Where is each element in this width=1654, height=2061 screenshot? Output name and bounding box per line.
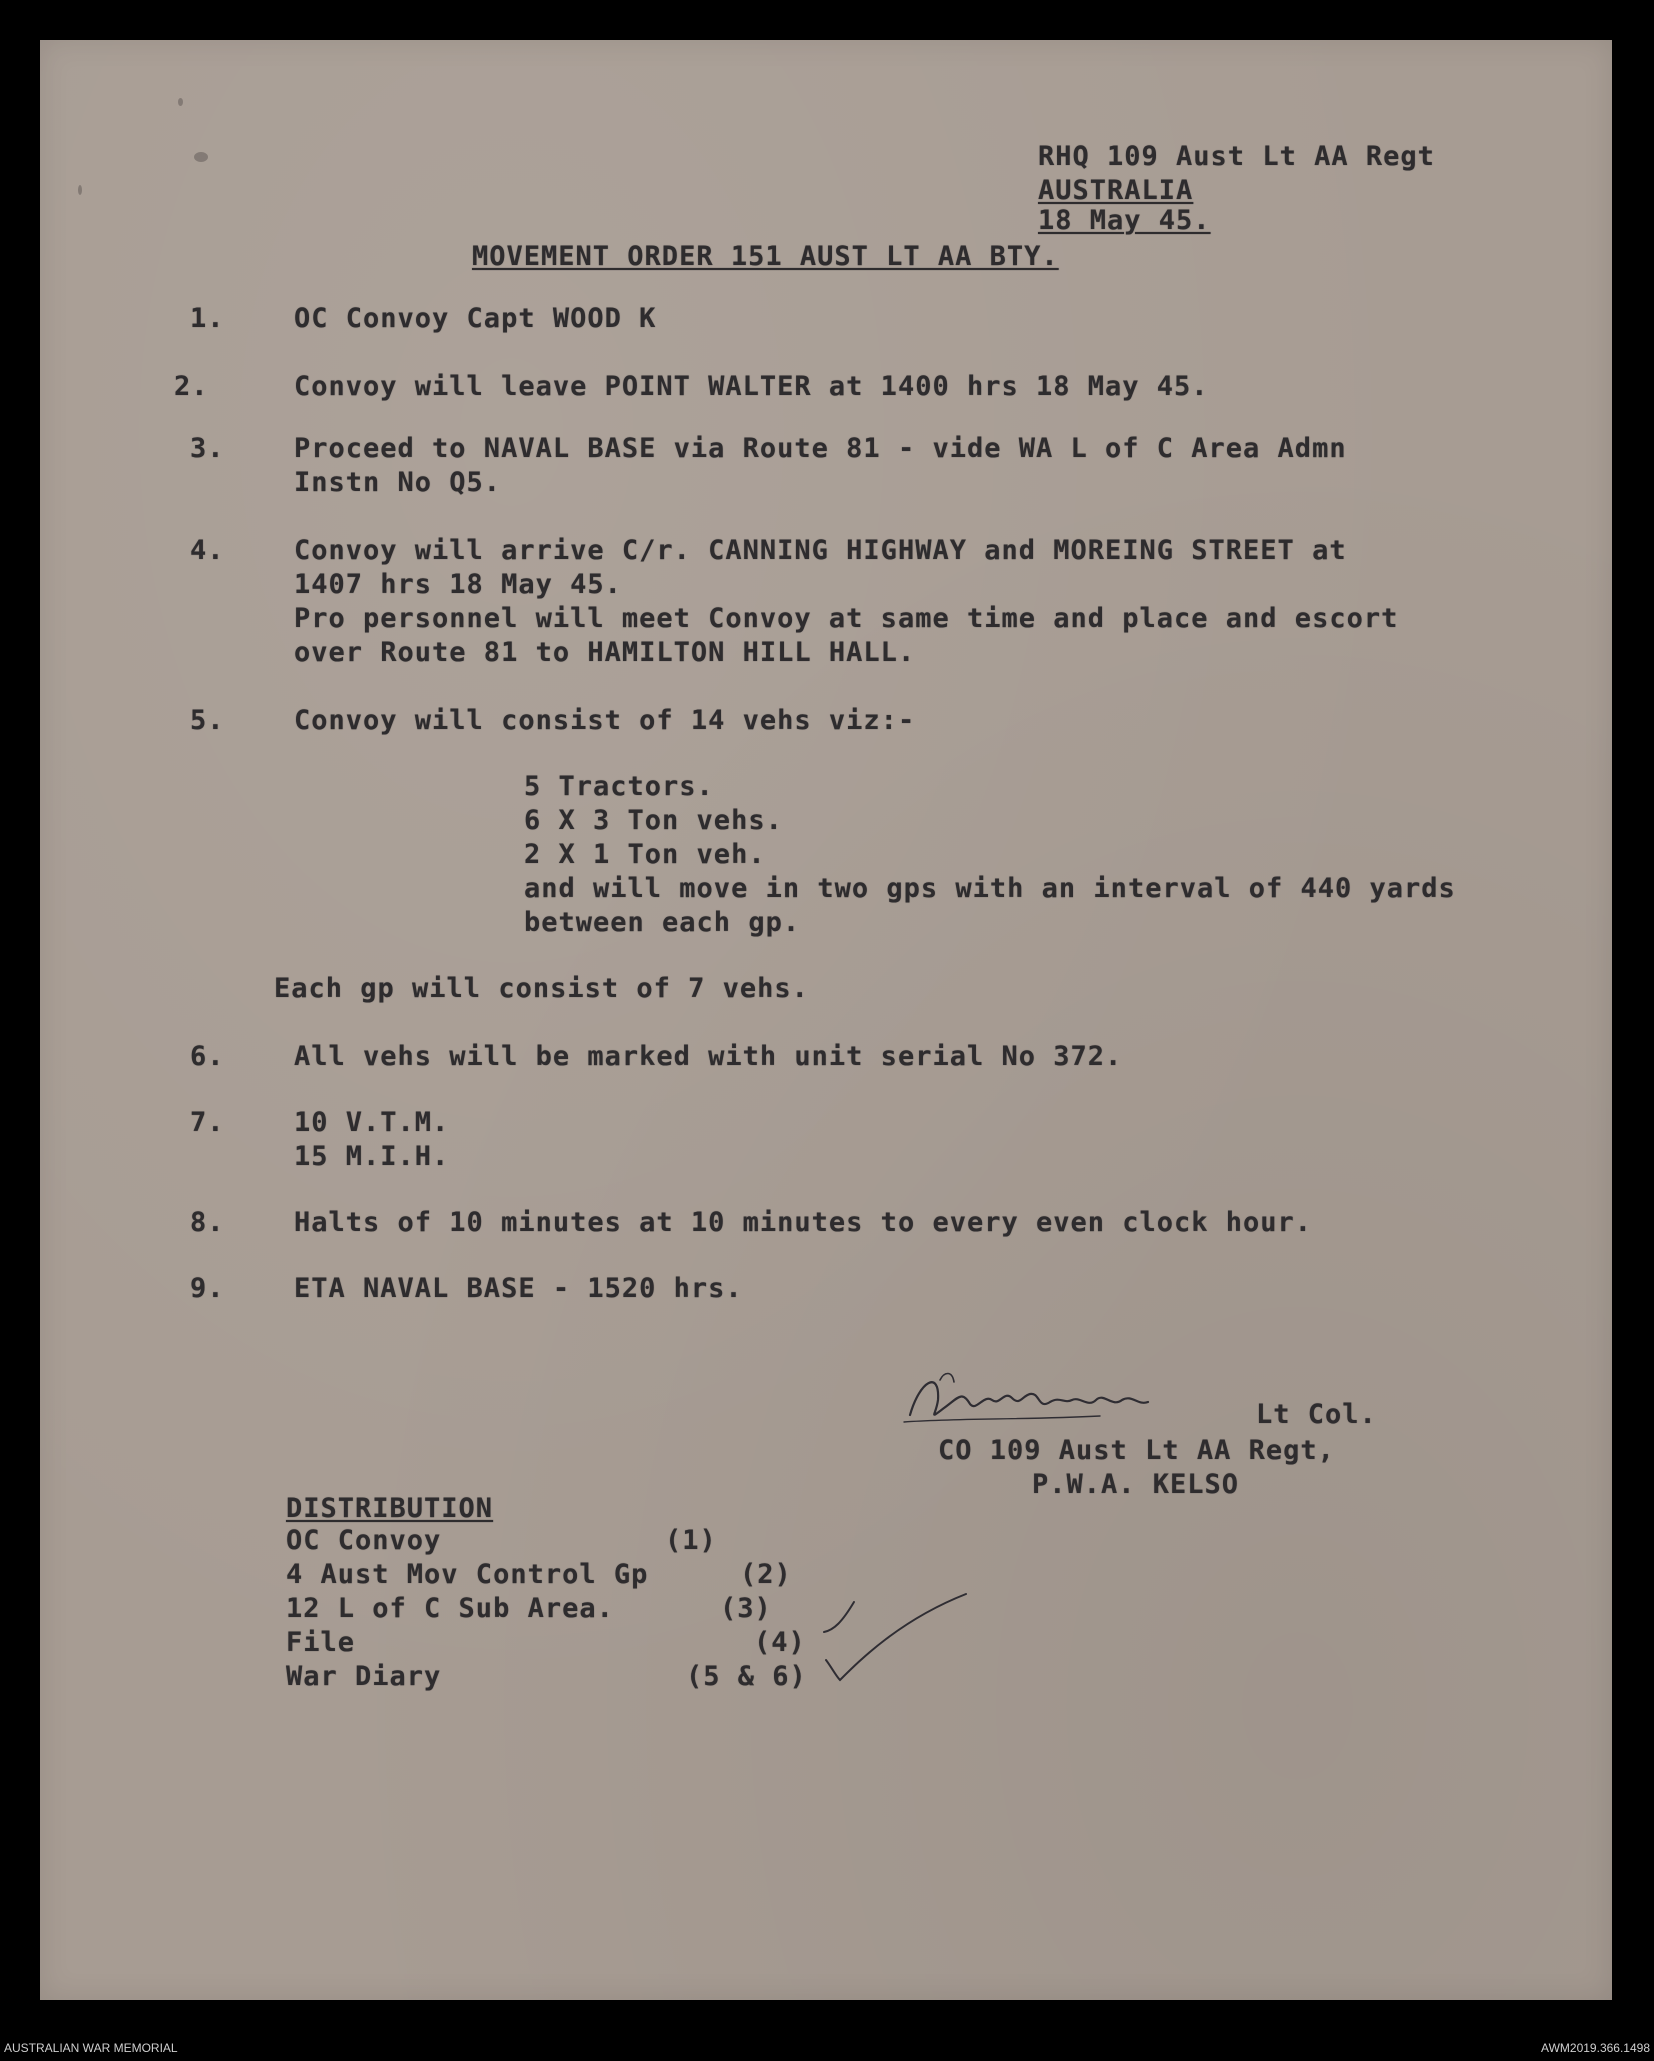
vehicle-line: 5 Tractors. [524,771,714,802]
footer-institution: AUSTRALIAN WAR MEMORIAL [4,2041,178,2055]
group-note: Each gp will consist of 7 vehs. [274,973,809,1004]
distribution-copies: (4) [754,1627,806,1658]
paragraph-line: Pro personnel will meet Convoy at same time and place and escort [294,603,1399,634]
distribution-recipient: File [286,1627,356,1658]
checkmark-icon [820,1590,980,1690]
paragraph-line: Convoy will consist of 14 vehs viz:- [294,705,916,736]
paragraph-number: 7. [190,1107,225,1138]
paragraph-line: ETA NAVAL BASE - 1520 hrs. [294,1273,743,1304]
distribution-recipient: OC Convoy [286,1525,442,1556]
signature-rank: Lt Col. [1256,1399,1377,1430]
distribution-heading: DISTRIBUTION [286,1493,494,1524]
header-date: 18 May 45. [1038,205,1211,236]
signature-appointment: CO 109 Aust Lt AA Regt, [938,1435,1335,1466]
paragraph-number: 8. [190,1207,225,1238]
handwritten-signature [900,1360,1240,1440]
paragraph-number: 3. [190,433,225,464]
paragraph-line: Convoy will arrive C/r. CANNING HIGHWAY and MOREING STREET at [294,535,1347,566]
paragraph-line: 10 V.T.M. [294,1107,450,1138]
footer-accession: AWM2019.366.1498 [1541,2041,1650,2055]
document-page [40,40,1612,2000]
paragraph-line: over Route 81 to HAMILTON HILL HALL. [294,637,916,668]
paragraph-line: Halts of 10 minutes at 10 minutes to every even clock hour. [294,1207,1313,1238]
paragraph-number: 4. [190,535,225,566]
paragraph-number: 6. [190,1041,225,1072]
paragraph-line: Instn No Q5. [294,467,502,498]
header-unit: RHQ 109 Aust Lt AA Regt [1038,141,1435,172]
distribution-copies: (5 & 6) [686,1661,807,1692]
vehicle-line: 6 X 3 Ton vehs. [524,805,783,836]
document-title: MOVEMENT ORDER 151 AUST LT AA BTY. [472,241,1059,272]
distribution-recipient: 4 Aust Mov Control Gp [286,1559,649,1590]
distribution-copies: (3) [720,1593,772,1624]
paragraph-number: 1. [190,303,225,334]
paragraph-line: Convoy will leave POINT WALTER at 1400 hrs 18 May 45. [294,371,1209,402]
paragraph-number: 5. [190,705,225,736]
vehicle-line: 2 X 1 Ton veh. [524,839,766,870]
header-location: AUSTRALIA [1038,175,1194,206]
distribution-copies: (2) [740,1559,792,1590]
paragraph-line: Proceed to NAVAL BASE via Route 81 - vide WA L of C Area Admn [294,433,1347,464]
ink-smudge [194,152,208,162]
vehicle-line: and will move in two gps with an interval of 440 yards [524,873,1456,904]
distribution-copies: (1) [665,1525,717,1556]
vehicle-line: between each gp. [524,907,801,938]
signature-name: P.W.A. KELSO [1032,1469,1240,1500]
distribution-recipient: War Diary [286,1661,442,1692]
paragraph-line: 1407 hrs 18 May 45. [294,569,622,600]
distribution-recipient: 12 L of C Sub Area. [286,1593,614,1624]
paragraph-line: OC Convoy Capt WOOD K [294,303,657,334]
ink-smudge [178,98,183,106]
paragraph-line: All vehs will be marked with unit serial No 372. [294,1041,1123,1072]
paragraph-line: 15 M.I.H. [294,1141,450,1172]
paragraph-number: 2. [174,371,209,402]
ink-smudge [78,185,82,195]
paragraph-number: 9. [190,1273,225,1304]
